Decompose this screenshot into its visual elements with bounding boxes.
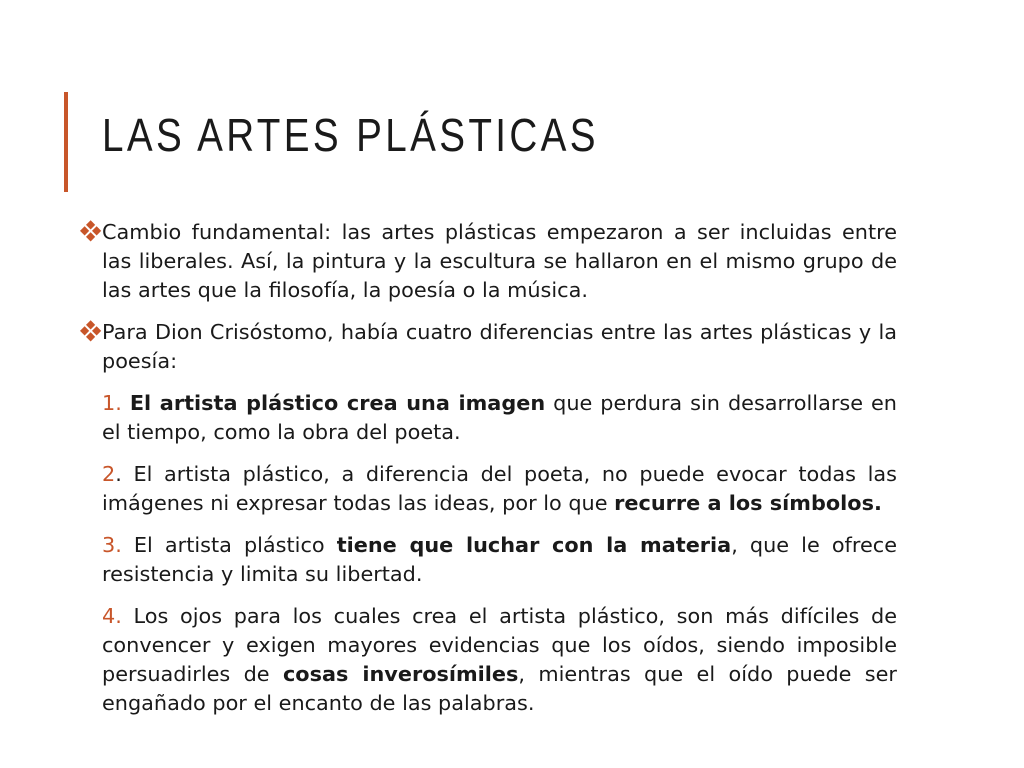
item-text-end: , que le ofrece resistencia y limita su libertad. (102, 533, 897, 586)
bold-phrase: tiene que luchar con la materia (336, 533, 732, 557)
item-text: El artista plástico (121, 533, 337, 557)
bullet-text: Para Dion Crisóstomo, había cuatro diferencias entre las artes plásticas y la poesía: (102, 320, 897, 373)
item-text-end: . (873, 491, 882, 515)
item-number: 4. (102, 604, 122, 628)
bold-phrase: El artista plástico crea una imagen (129, 391, 546, 415)
item-text: Los ojos para los cuales crea el artista plástico, son más difíciles de convencer y exigen mayores evidencias que los oídos, siendo imposible persuadirles de (102, 604, 897, 686)
diamond-bullet-icon: ◆ ◆ ◆ ◆ (80, 217, 102, 243)
bold-phrase: recurre a los símbolos (614, 491, 874, 515)
item-text-end: , mientras que el oído puede ser engañado por el encanto de las palabras. (102, 662, 897, 715)
item-text: que perdura sin desarrollarse en el tiempo, como la obra del poeta. (102, 391, 897, 444)
item-number: 1. (102, 391, 122, 415)
numbered-item-2 (102, 460, 897, 518)
bold-phrase: cosas inverosímiles (282, 662, 519, 686)
numbered-item-1 (102, 389, 897, 447)
item-text: . El artista plástico, a diferencia del poeta, no puede evocar todas las imágenes ni expresar todas las ideas, por lo que (102, 462, 897, 515)
diamond-bullet-icon: ◆ ◆ ◆ ◆ (80, 317, 102, 343)
slide-title: LAS ARTES PLÁSTICAS (102, 109, 599, 161)
numbered-item-4 (102, 602, 897, 718)
slide-body (80, 217, 897, 731)
title-accent-bar (64, 92, 68, 192)
item-number: 2 (102, 462, 116, 486)
bullet-text: Cambio fundamental: las artes plásticas empezaron a ser incluidas entre las liberales. Así, la pintura y la escultura se hallaron en el mismo grupo de las artes que la filosofía, la poesía o la música. (102, 220, 897, 302)
numbered-item-3 (102, 531, 897, 589)
bullet-item-2 (80, 317, 897, 376)
item-number: 3. (102, 533, 122, 557)
bullet-item-1 (80, 217, 897, 305)
